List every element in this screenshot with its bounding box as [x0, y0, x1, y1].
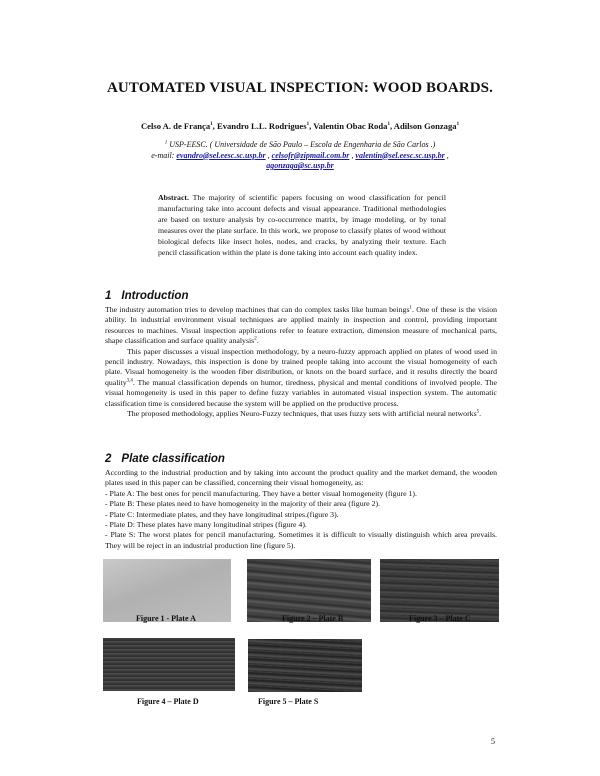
figure-5-caption: Figure 5 – Plate S [258, 697, 319, 706]
author-name: Valentin Obac Roda [313, 121, 388, 131]
section-heading-introduction [105, 290, 188, 302]
affiliation-block: $^1$ USP-EESC. ( Universidade de São Paulo – Escola de Engenharia de São Carlos .) e-mail: evandro@sel.eesc.sc.usp.br , celsofr@zipmail.com.br , valentin@sel.eesc.sc.usp.br , agonzaga@sc.usp.br [151, 140, 449, 170]
list-item: - Plate D: These plates have many longitudinal stripes (figure 4). [105, 520, 307, 530]
author-affiliation-mark: 1 [306, 122, 310, 128]
list-item: - Plate S: The worst plates for pencil manufacturing. Sometimes it is difficult to visually distinguish which area prevails. They will be reject in an industrial production line (figure 5). [105, 530, 497, 550]
abstract [158, 193, 446, 258]
paragraph: This paper discusses a visual inspection methodology, by a neuro-fuzzy approach applied on plates of wood used in pencil industry. Nowadays, this inspection is done by trained people taking into account the visual homogeneity of each plate. Visual homogeneity is the wooden fiber distribution, or knots on the board surface, and it results directly the board quality$^{3,4}$. The manual classification depends on humor, tiredness, physical and mental conditions of involved people. The visual homogeneity is used in this paper to define fuzzy variables in automated visual inspection system. The automatic classification time is considered because the system will be applied on the productive process. [105, 346, 497, 408]
section-title: Plate classification [121, 453, 225, 465]
paragraph: The industry automation tries to develop machines that can do complex tasks like human beings$^1$. One of these is the vision ability. In industrial environment visual techniques are applied mainly in inspection and control, providing important resources to machines. Visual inspection applications refer to feature extraction, dimension measure of mechanical parts, shape classification and surface quality analysis$^2$. [105, 305, 497, 346]
author-list: Celso A. de França$^1$, Evandro L.L. Rodrigues$^1$, Valentin Obac Roda$^1$, Adilson Gonzaga$^1$ [140, 121, 460, 131]
author-affiliation-mark: 1 [456, 122, 460, 128]
email-link[interactable]: celsofr@zipmail.com.br [271, 150, 350, 160]
paragraph: The proposed methodology, applies Neuro-Fuzzy techniques, that uses fuzzy sets with artificial neural networks$^5$. [127, 409, 482, 419]
figure-5-image [248, 639, 362, 692]
email-link[interactable]: evandro@sel.eesc.sc.usp.br [176, 150, 266, 160]
section-title: Introduction [121, 290, 189, 302]
author-name: Evandro L.L. Rodrigues [216, 121, 307, 131]
paragraph: According to the industrial production and by taking into account the product quality and the market demand, the wooden plates used in this paper can be classified, concerning their visual homogeneity, as: [105, 468, 497, 488]
section-number: 2 [105, 453, 112, 465]
email-link[interactable]: valentin@sel.eesc.sc.usp.br [355, 150, 445, 160]
figure-4-image [103, 638, 235, 691]
list-item: - Plate B: These plates need to have homogeneity in the majority of their area (figure 2). [105, 499, 381, 509]
figure-1-caption: Figure 1 - Plate A [136, 614, 196, 623]
figure-1-image [103, 559, 231, 622]
email-link[interactable]: agonzaga@sc.usp.br [266, 161, 334, 170]
plate-classification-body [105, 468, 497, 551]
section-heading-plate-classification [105, 453, 225, 465]
author-affiliation-mark: 1 [387, 122, 390, 128]
paper-title: AUTOMATED VISUAL INSPECTION: WOOD BOARDS. [107, 80, 493, 96]
figure-2-caption: Figure 2 – Plate B [282, 614, 344, 623]
list-item: - Plate C: Intermediate plates, and they have longitudinal stripes.(figure 3). [105, 509, 339, 519]
author-name: Adilson Gonzaga [393, 121, 457, 131]
email-label: e-mail: [151, 150, 175, 160]
list-item: - Plate A: The best ones for pencil manufacturing. They have a better visual homogeneity (figure 1). [105, 488, 417, 498]
affiliation-mark: 1 [164, 140, 168, 146]
figure-2-image [247, 559, 371, 622]
abstract-text: The majority of scientific papers focusing on wood classification for pencil manufacturing take into account defects and visual appearance. Traditional methodologies are based on texture analysis by co-occurrence matrix, by image modeling, or by tonal measures over the plate surface. In this work, we propose to classify plates of wood without biological defects like insect holes, nodes, and cracks, by analyzing their texture. Each pencil classification within the plate is done taking into account each quality index. [158, 193, 447, 257]
figure-3-caption: Figure 3 – Plate C [409, 614, 471, 623]
affiliation-text: USP-EESC. ( Universidade de São Paulo – Escola de Engenharia de São Carlos .) [169, 140, 436, 149]
figure-3-image [380, 559, 499, 622]
page-number: 5 [491, 737, 495, 746]
author-affiliation-mark: 1 [210, 122, 213, 128]
author-name: Celso A. de França [140, 121, 211, 131]
figure-4-caption: Figure 4 – Plate D [137, 697, 199, 706]
introduction-body [105, 305, 497, 419]
section-number: 1 [105, 290, 112, 302]
abstract-label: Abstract. [158, 193, 189, 202]
